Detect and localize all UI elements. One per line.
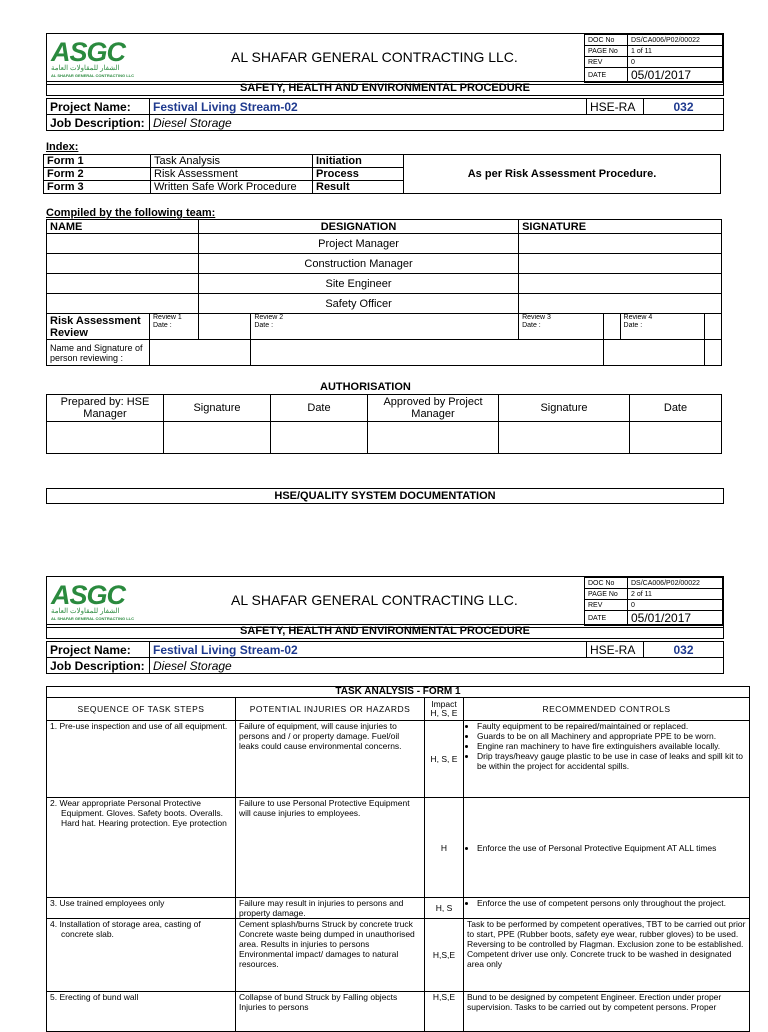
designation-cell: Site Engineer <box>199 274 519 294</box>
task-hazard: Failure to use Personal Protective Equipment will cause injuries to employees. <box>236 798 425 898</box>
date-label: DATE <box>585 68 628 83</box>
doc-no-label: DOC No <box>585 578 628 589</box>
doc-no-value: DS/CA006/P02/00022 <box>628 578 723 589</box>
logo-mark: ASGC <box>51 37 126 67</box>
auth-cell[interactable] <box>271 422 368 454</box>
name-sig-label: Name and Signature of person reviewing : <box>47 340 150 366</box>
index-stage-2: Process <box>313 168 404 181</box>
hse-ra-label: HSE-RA <box>587 99 644 115</box>
auth-col-signature-2: Signature <box>499 395 630 422</box>
procedure-title: SAFETY, HEALTH AND ENVIRONMENTAL PROCEDURE <box>46 624 724 639</box>
task-hazard: Cement splash/burns Struck by concrete truck Concrete waste being dumped in unauthorised area. Results in injuries to persons Environmental impact/ damages to natural resources. <box>236 919 425 992</box>
control-item: • Guards to be on all Machinery and appropriate PPE to be worn. <box>477 731 746 741</box>
logo-mark: ASGC <box>51 580 126 610</box>
review-3-date: Date : <box>522 322 541 329</box>
footer-qsd: HSE/QUALITY SYSTEM DOCUMENTATION <box>46 488 724 504</box>
authorisation-heading: AUTHORISATION <box>320 381 411 393</box>
reviewer-sig-3[interactable] <box>603 340 704 366</box>
index-form-3: Form 3 <box>44 181 151 194</box>
index-note: As per Risk Assessment Procedure. <box>404 155 721 194</box>
page-no-value: 2 of 11 <box>628 589 723 600</box>
team-col-signature: SIGNATURE <box>519 220 722 234</box>
review-1-cell <box>150 314 199 340</box>
page-no-label: PAGE No <box>585 589 628 600</box>
review-3-blank[interactable] <box>603 314 620 340</box>
task-impact: H, S, E <box>425 721 464 798</box>
doc-meta-table <box>584 577 723 626</box>
signature-cell[interactable] <box>519 254 722 274</box>
project-name-label: Project Name: <box>47 99 150 115</box>
control-item: • Drip trays/heavy gauge plastic to be use in case of leaks and spill kit to be within the project for accidental spills. <box>477 751 746 771</box>
review-1-label: Review 1 <box>153 314 182 321</box>
review-4-cell <box>620 314 705 340</box>
auth-cell[interactable] <box>164 422 271 454</box>
team-col-designation: DESIGNATION <box>199 220 519 234</box>
auth-cell[interactable] <box>368 422 499 454</box>
task-step: 3. Use trained employees only <box>47 898 236 919</box>
hse-ra-value: 032 <box>644 99 724 115</box>
hse-ra-value: 032 <box>644 642 724 658</box>
auth-cell[interactable] <box>499 422 630 454</box>
task-step: 5. Erecting of bund wall <box>47 992 236 1032</box>
auth-cell[interactable] <box>47 422 164 454</box>
task-step: 2. Wear appropriate Personal Protective Equipment. Gloves. Safety boots. Overalls. Hard hat. Hearing protection. Eye protection <box>47 798 236 898</box>
task-controls <box>464 721 750 798</box>
review-1-date: Date : <box>153 322 172 329</box>
signature-cell[interactable] <box>519 274 722 294</box>
date-value: 05/01/2017 <box>628 68 723 83</box>
review-4-blank[interactable] <box>705 314 722 340</box>
task-controls <box>464 798 750 898</box>
review-4-label: Review 4 <box>623 314 653 321</box>
date-value: 05/01/2017 <box>628 611 723 626</box>
index-form-1: Form 1 <box>44 155 151 168</box>
review-3-label: Review 3 <box>522 314 551 321</box>
task-impact: H <box>425 798 464 898</box>
logo-english: AL SHAFAR GENERAL CONTRACTING LLC <box>51 73 134 78</box>
designation-cell: Project Manager <box>199 234 519 254</box>
authorisation-table <box>46 394 722 454</box>
logo-english: AL SHAFAR GENERAL CONTRACTING LLC <box>51 616 134 621</box>
review-2-date: Date : <box>254 322 274 329</box>
auth-col-signature-1: Signature <box>164 395 271 422</box>
col-sequence: SEQUENCE OF TASK STEPS <box>47 698 236 721</box>
job-description-value: Diesel Storage <box>150 658 724 674</box>
company-logo <box>51 39 134 78</box>
task-impact: H, S <box>425 898 464 919</box>
col-impact: Impact H, S, E <box>425 698 464 721</box>
doc-no-label: DOC No <box>585 35 628 46</box>
control-item: • Enforce the use of Personal Protective Equipment AT ALL times <box>477 843 746 853</box>
task-hazard: Collapse of bund Struck by Falling objects Injuries to persons <box>236 992 425 1032</box>
project-name-value: Festival Living Stream-02 <box>150 99 587 115</box>
page-no-value: 1 of 11 <box>628 46 723 57</box>
rev-value: 0 <box>628 57 723 68</box>
job-description-value: Diesel Storage <box>150 115 724 131</box>
review-label: Risk Assessment Review <box>47 314 150 340</box>
page1-header <box>46 33 724 85</box>
index-desc-2: Risk Assessment <box>151 168 313 181</box>
task-analysis-table <box>46 686 750 1032</box>
task-controls: Task to be performed by competent operatives, TBT to be carried out prior to start, PPE (Rubber boots, safety eye wear, rubber gloves) to be used. Reversing to be controlled by Flagman. Exclusion zone to be established. Competent driver use only. Concrete truck to be washed in designated area only <box>464 919 750 992</box>
task-analysis-title: TASK ANALYSIS - FORM 1 <box>47 687 750 698</box>
col-hazards: POTENTIAL INJURIES OR HAZARDS <box>236 698 425 721</box>
index-desc-3: Written Safe Work Procedure <box>151 181 313 194</box>
team-heading: Compiled by the following team: <box>46 207 216 219</box>
page2-header <box>46 576 724 628</box>
review-2-cell <box>199 314 251 340</box>
index-desc-1: Task Analysis <box>151 155 313 168</box>
doc-meta-table <box>584 34 723 83</box>
rev-label: REV <box>585 57 628 68</box>
team-name-cell[interactable] <box>47 294 199 314</box>
auth-col-prepared: Prepared by: HSE Manager <box>47 395 164 422</box>
project-name-value: Festival Living Stream-02 <box>150 642 587 658</box>
task-impact: H,S,E <box>425 919 464 992</box>
team-name-cell[interactable] <box>47 274 199 294</box>
auth-cell[interactable] <box>630 422 722 454</box>
review-2-label: Review 2 <box>254 314 284 321</box>
team-name-cell[interactable] <box>47 234 199 254</box>
index-table <box>43 154 721 194</box>
auth-col-date-2: Date <box>630 395 722 422</box>
signature-cell[interactable] <box>519 294 722 314</box>
hse-ra-label: HSE-RA <box>587 642 644 658</box>
control-item: • Engine ran machinery to have fire extinguishers available locally. <box>477 741 746 751</box>
task-hazard: Failure of equipment, will cause injuries to persons and / or property damage. Fuel/oil leaks could cause environmental concerns. <box>236 721 425 798</box>
reviewer-sig-2[interactable] <box>251 340 604 366</box>
job-description-label: Job Description: <box>47 115 150 131</box>
company-name: AL SHAFAR GENERAL CONTRACTING LLC. <box>231 592 518 608</box>
col-controls: RECOMMENDED CONTROLS <box>464 698 750 721</box>
project-name-label: Project Name: <box>47 642 150 658</box>
logo-arabic: الشفار للمقاولات العامة <box>51 608 120 615</box>
procedure-title: SAFETY, HEALTH AND ENVIRONMENTAL PROCEDURE <box>46 81 724 96</box>
review-2-cell <box>251 314 519 340</box>
task-controls <box>464 898 750 919</box>
logo-arabic: الشفار للمقاولات العامة <box>51 65 120 72</box>
job-description-label: Job Description: <box>47 658 150 674</box>
index-stage-3: Result <box>313 181 404 194</box>
review-3-cell <box>519 314 604 340</box>
date-label: DATE <box>585 611 628 626</box>
control-item: • Enforce the use of competent persons only throughout the project. <box>477 898 746 908</box>
company-logo <box>51 582 134 621</box>
reviewer-sig-4[interactable] <box>705 340 722 366</box>
page-no-label: PAGE No <box>585 46 628 57</box>
designation-cell: Safety Officer <box>199 294 519 314</box>
project-table <box>46 98 724 131</box>
reviewer-sig-1[interactable] <box>150 340 251 366</box>
index-heading: Index: <box>46 141 79 153</box>
team-table <box>46 219 722 366</box>
designation-cell: Construction Manager <box>199 254 519 274</box>
auth-col-date-1: Date <box>271 395 368 422</box>
task-step: 4. Installation of storage area, casting of concrete slab. <box>47 919 236 992</box>
rev-label: REV <box>585 600 628 611</box>
control-item: • Faulty equipment to be repaired/maintained or replaced. <box>477 721 746 731</box>
task-hazard: Failure may result in injuries to persons and property damage. <box>236 898 425 919</box>
rev-value: 0 <box>628 600 723 611</box>
task-controls: Bund to be designed by competent Engineer. Erection under proper supervision. Tasks to be carried out by competent persons. Proper <box>464 992 750 1032</box>
task-step: 1. Pre-use inspection and use of all equipment. <box>47 721 236 798</box>
team-name-cell[interactable] <box>47 254 199 274</box>
task-impact: H,S,E <box>425 992 464 1032</box>
signature-cell[interactable] <box>519 234 722 254</box>
team-col-name: NAME <box>47 220 199 234</box>
review-4-date: Date : <box>623 322 643 329</box>
company-name: AL SHAFAR GENERAL CONTRACTING LLC. <box>231 49 518 65</box>
index-form-2: Form 2 <box>44 168 151 181</box>
project-table <box>46 641 724 674</box>
doc-no-value: DS/CA006/P02/00022 <box>628 35 723 46</box>
auth-col-approved: Approved by Project Manager <box>368 395 499 422</box>
index-stage-1: Initiation <box>313 155 404 168</box>
